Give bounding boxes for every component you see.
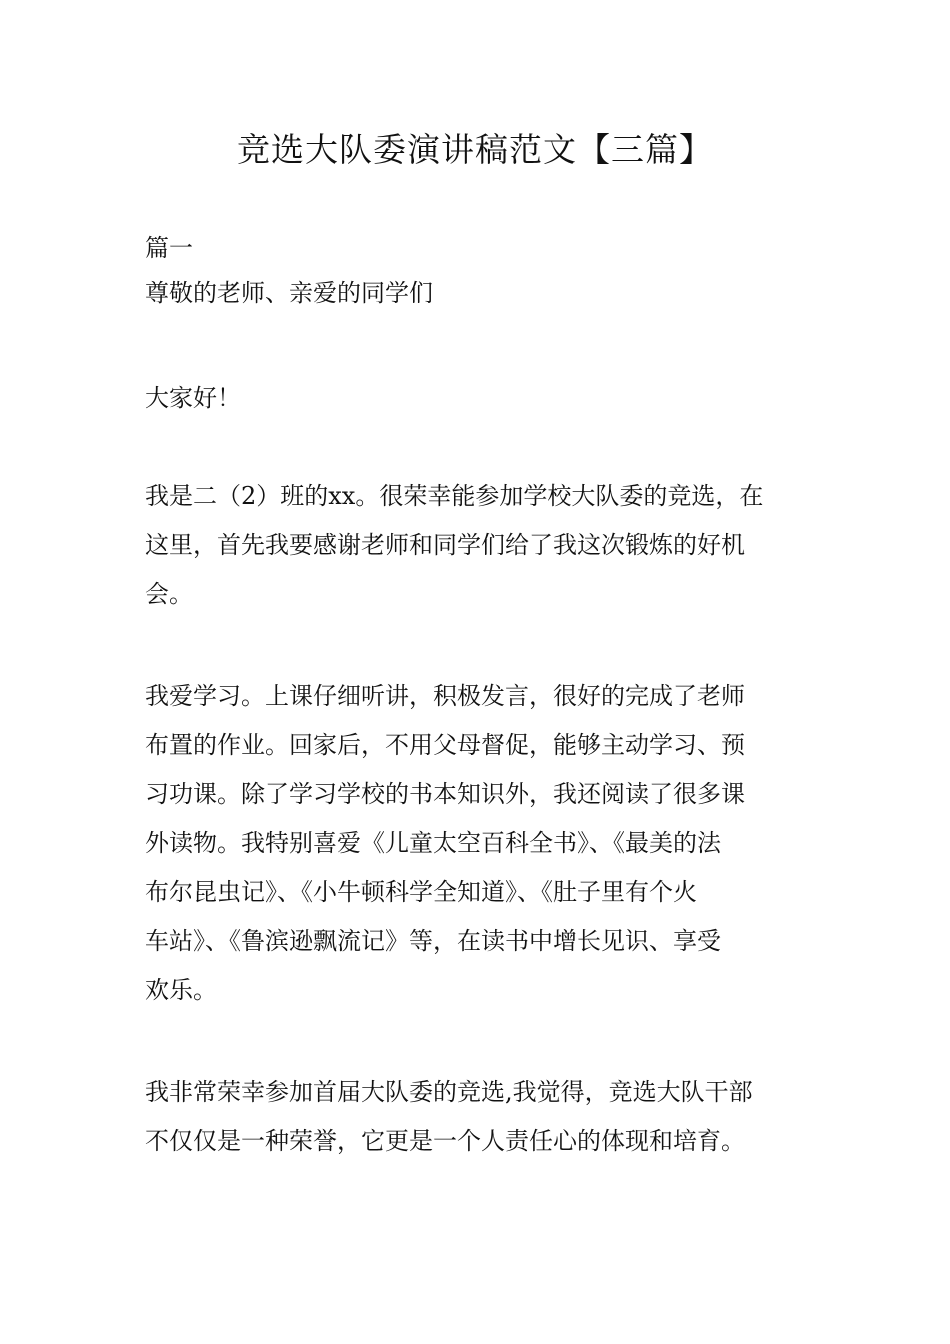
greeting-block bbox=[145, 374, 810, 423]
paragraph-line: 这里，首先我要感谢老师和同学们给了我这次锻炼的好机 bbox=[145, 531, 745, 559]
paragraph-line: 会。 bbox=[145, 580, 193, 608]
paragraph-line: 我是二（2）班的xx。很荣幸能参加学校大队委的竞选，在 bbox=[145, 482, 764, 510]
paragraph-line: 我非常荣幸参加首届大队委的竞选,我觉得，竞选大队干部 bbox=[145, 1078, 753, 1106]
section-heading: 篇一 bbox=[145, 234, 193, 262]
paragraph-line: 不仅仅是一种荣誉，它更是一个人责任心的体现和培育。 bbox=[145, 1127, 745, 1155]
greeting: 大家好！ bbox=[145, 384, 241, 412]
section-heading-block bbox=[145, 226, 810, 316]
paragraph-1 bbox=[145, 472, 810, 619]
paragraph-line: 习功课。除了学习学校的书本知识外，我还阅读了很多课 bbox=[145, 780, 745, 808]
paragraph-line: 布尔昆虫记》、《小牛顿科学全知道》、《肚子里有个火 bbox=[145, 878, 697, 906]
paragraph-line: 外读物。我特别喜爱《儿童太空百科全书》、《最美的法 bbox=[145, 829, 721, 857]
paragraph-line: 我爱学习。上课仔细听讲，积极发言，很好的完成了老师 bbox=[145, 682, 745, 710]
paragraph-line: 布置的作业。回家后，不用父母督促，能够主动学习、预 bbox=[145, 731, 745, 759]
paragraph-line: 欢乐。 bbox=[145, 976, 217, 1004]
paragraph-line: 车站》、《鲁滨逊飘流记》等，在读书中增长见识、享受 bbox=[145, 927, 721, 955]
paragraph-2 bbox=[145, 672, 810, 1015]
paragraph-3 bbox=[145, 1068, 810, 1166]
salutation: 尊敬的老师、亲爱的同学们 bbox=[145, 279, 433, 307]
document-title: 竞选大队委演讲稿范文【三篇】 bbox=[237, 130, 713, 169]
